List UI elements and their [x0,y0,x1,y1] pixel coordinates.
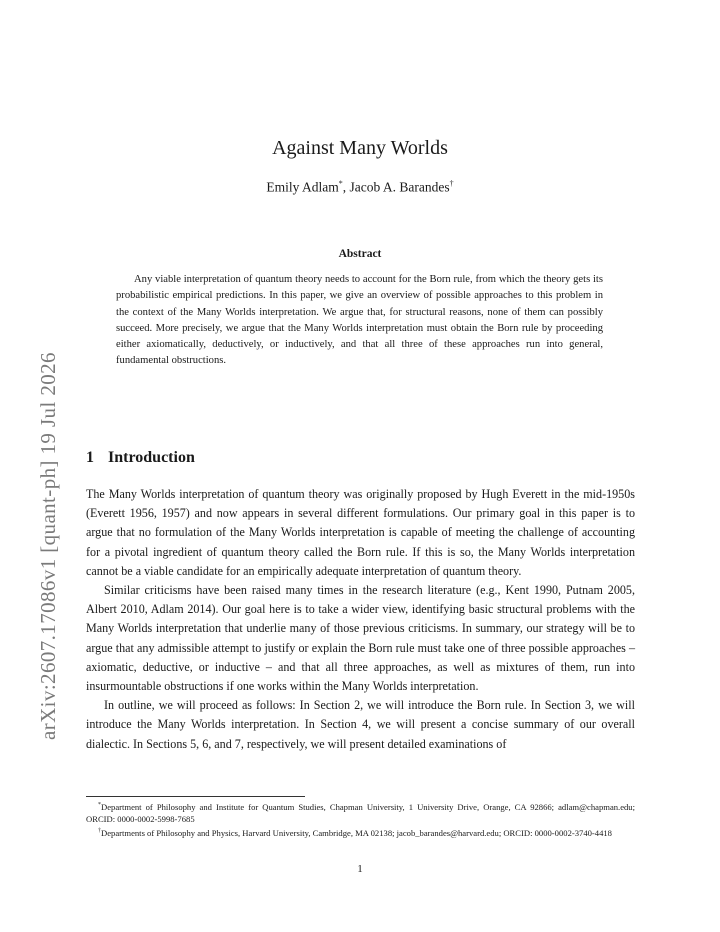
footnote-mark: * [98,802,101,808]
body-text [86,485,635,754]
footnote [86,799,635,825]
abstract-heading: Abstract [338,248,382,260]
body-paragraph: The Many Worlds interpretation of quantum theory was originally proposed by Hugh Everett in the mid-1950s (Everett 1956, 1957) and now appears in several different formulations. Our primary goal in this paper is to argue that no formulation of the Many Worlds interpretation is capable of meeting the challenge of accounting for a pivotal ingredient of quantum theory called the Born rule. If this is so, the Many Worlds interpretation cannot be a viable candidate for an empirically adequate interpretation of quantum theory. [86,487,635,578]
footnote-mark: * [338,179,343,188]
footnote [86,825,635,839]
section-title: Introduction [108,449,195,466]
abstract-text: Any viable interpretation of quantum theory needs to account for the Born rule, from which the theory gets its probabilistic empirical predictions. In this paper, we give an overview of possible approaches to this problem in the context of the Many Worlds interpretation. We argue that, for structural reasons, none of them can possibly succeed. More precisely, we argue that the Many Worlds interpretation must obtain the Born rule by proceeding either axiomatically, deductively, or inductively, and that all three of these approaches run into general, fundamental obstructions. [116,274,603,367]
body-paragraph: Similar criticisms have been raised many times in the research literature (e.g., Kent 1990, Putnam 2005, Albert 2010, Adlam 2014). Our goal here is to take a wider view, identifying basic structural problems with the Many Worlds interpretation that underlie many of those previous criticisms. In summary, our strategy will be to argue that any admissible attempt to justify or explain the Born rule must take one of three possible approaches – axiomatic, deductive, or inductive – and that all three approaches, as well as mixtures of them, run into insurmountable obstructions if one works within the Many Worlds interpretation. [86,583,635,694]
arxiv-identifier-stamp: arXiv:2607.17086v1 [quant-ph] 19 Jul 2026 [36,352,60,740]
footnote-rule [86,796,305,797]
author-line [0,179,720,196]
section-number: 1 [86,449,94,466]
footnote-mark: † [98,828,101,835]
footnote-mark: † [449,179,454,188]
paper-title: Against Many Worlds [272,137,448,159]
footnote-text: Department of Philosophy and Institute for Quantum Studies, Chapman University, 1 University Drive, Orange, CA 92866; adlam@chapman.edu; ORCID: 0000-0002-5998-7685 [86,801,635,824]
author-name: Emily Adlam [266,179,339,195]
footnote-text: Departments of Philosophy and Physics, Harvard University, Cambridge, MA 02138; jacob_barandes@harvard.edu; ORCID: 0000-0002-3740-4418 [101,827,612,838]
page-number: 1 [357,863,363,875]
footnotes [86,799,635,839]
body-paragraph: In outline, we will proceed as follows: In Section 2, we will introduce the Born rule. In Section 3, we will introduce the Many Worlds interpretation. In Section 4, we will present a concise summary of our overall dialectic. In Sections 5, 6, and 7, respectively, we will present detailed examinations of [86,698,635,751]
section-heading [86,449,195,467]
author-name: Jacob A. Barandes [349,179,450,195]
author-separator: , [342,179,350,195]
